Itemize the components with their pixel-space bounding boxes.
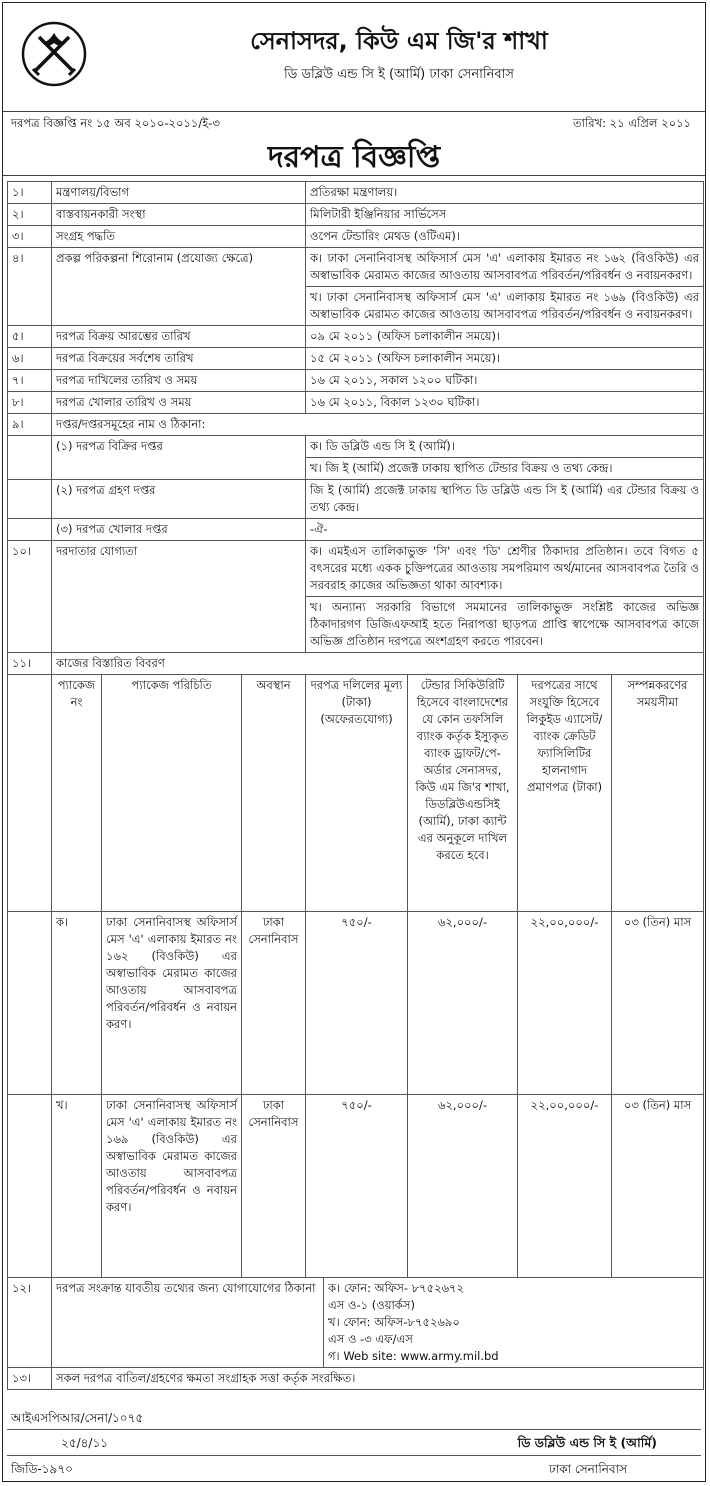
project-title-a: ক। ঢাকা সেনানিবাসস্থ অফিসার্স মেস 'এ' এলাকায় ইমারত নং ১৬২ (বিওকিউ) এর অস্বাভাবিক মেরামত কাজের আওতায় আসবাবপত্র পরিবর্তন/পরিবর্ধন ও নবায়নকরণ।: [306, 248, 704, 287]
row-number: ৭।: [8, 370, 52, 392]
table-row: [8, 541, 704, 597]
row-label: প্রকল্প পরিকল্পনা শিরোনাম (প্রযোজ্য ক্ষেত্রে): [52, 248, 306, 326]
package-liquid-asset: ২২,০০,০০০/-: [518, 1095, 612, 1278]
row-label: কাজের বিস্তারিত বিবরণ: [52, 653, 704, 675]
issue-date: ২৫/৪/১১: [61, 1436, 109, 1450]
package-duration: ০৩ (তিন) মাস: [612, 912, 704, 1095]
package-row: [8, 1095, 704, 1278]
notice-date: তারিখ: ২১ এপ্রিল ২০১১: [573, 116, 691, 130]
signatory-office: ডি ডব্লিউ এন্ড সি ই (আর্মি): [517, 1435, 657, 1450]
package-liquid-asset: ২২,০০,০০০/-: [518, 912, 612, 1095]
contact-details: [324, 1278, 704, 1368]
column-header: দরপত্রের সাথে সংযুক্তি হিসেবে লিকুইড এ্যাসেট/ব্যাংক ক্রেডিট ফ্যাসিলিটির হালনাগাদ প্রমাণপত্র (টাকা): [518, 675, 612, 912]
row-number: ৬।: [8, 348, 52, 370]
tender-table: [7, 181, 704, 1390]
table-row: [8, 392, 704, 414]
table-row: [8, 248, 704, 287]
package-duration: ০৩ (তিন) মাস: [612, 1095, 704, 1278]
contact-designation-a: এস ও-১ (ওয়ার্কস): [328, 1298, 415, 1312]
table-row: [8, 1278, 704, 1368]
package-location: ঢাকা সেনানিবাস: [242, 912, 306, 1095]
row-number: ৩।: [8, 226, 52, 248]
contact-designation-b: এস ও -৩ এফ/এস: [328, 1332, 413, 1346]
row-label: দরদাতার যোগ্যতা: [52, 541, 306, 653]
open-office-value: -ঐ-: [306, 519, 704, 541]
package-doc-price: ৭৫০/-: [306, 912, 408, 1095]
sale-office-label: (১) দরপত্র বিক্রির দপ্তর: [52, 436, 306, 480]
table-row: [8, 326, 704, 348]
row-number: ১৩।: [8, 1368, 52, 1390]
row-label: দপ্তর/দপ্তরসমূহের নাম ও ঠিকানা:: [52, 414, 704, 436]
signatory-place: ঢাকা সেনানিবাস: [548, 1462, 627, 1476]
row-number: ৯।: [8, 414, 52, 436]
table-row: [8, 370, 704, 392]
column-header: টেন্ডার সিকিউরিটি হিসেবে বাংলাদেশের যে কোন তফসিলি ব্যাংক কর্তৃক ইস্যুকৃত ব্যাংক ড্রাফট/পে-অর্ডার সেনাসদর, কিউ এম জি'র শাখা, ডিডব্লিউএন্ডসিই (আর্মি), ঢাকা ক্যান্ট এর অনুকূলে দাখিল করতে হবে।: [408, 675, 518, 912]
package-header-row: [8, 675, 704, 912]
row-value: প্রতিরক্ষা মন্ত্রণালয়।: [306, 182, 704, 204]
table-row: [8, 653, 704, 675]
row-value: ০৯ মে ২০১১ (অফিস চলাকালীন সময়ে)।: [306, 326, 704, 348]
package-row: [8, 912, 704, 1095]
package-number: খ।: [52, 1095, 102, 1278]
package-doc-price: ৭৫০/-: [306, 1095, 408, 1278]
column-header: প্যাকেজ নং: [52, 675, 102, 912]
row-number: ১০।: [8, 541, 52, 653]
column-header: দরপত্র দলিলের মূল্য (টাকা) (অফেরতযোগ্য): [306, 675, 408, 912]
office-title: সেনাসদর, কিউ এম জি'র শাখা: [250, 27, 548, 55]
table-row: [8, 519, 704, 541]
row-number: ২।: [8, 204, 52, 226]
sale-office-b: খ। জি ই (আর্মি) প্রজেক্ট ঢাকায় স্থাপিত টেন্ডার বিক্রয় ও তথ্য কেন্দ্র।: [306, 458, 704, 480]
row-value: ওপেন টেন্ডারিং মেথড (ওটিএম)।: [306, 226, 704, 248]
package-location: ঢাকা সেনানিবাস: [242, 1095, 306, 1278]
receive-office-label: (২) দরপত্র গ্রহণ দপ্তর: [52, 480, 306, 519]
column-header: সম্পন্নকরণের সময়সীমা: [612, 675, 704, 912]
letterhead: [3, 3, 705, 112]
package-number: ক।: [52, 912, 102, 1095]
package-description: ঢাকা সেনানিবাসস্থ অফিসার্স মেস 'এ' এলাকায় ইমারত নং ১৬২ (বিওকিউ) এর অস্বাভাবিক মেরামত কাজের আওতায় আসবাবপত্র পরিবর্তন/পরিবর্ধন ও নবায়ন করণ।: [102, 912, 242, 1095]
table-row: [8, 182, 704, 204]
table-row: [8, 348, 704, 370]
row-value: মিলিটারী ইঞ্জিনিয়ার সার্ভিসেস: [306, 204, 704, 226]
table-row: [8, 204, 704, 226]
office-subtitle: ডি ডব্লিউ এন্ড সি ই (আর্মি) ঢাকা সেনানিবাস: [284, 67, 514, 82]
divider: [3, 175, 705, 176]
row-number: ৫।: [8, 326, 52, 348]
open-office-label: (৩) দরপত্র খোলার দপ্তর: [52, 519, 306, 541]
column-header: প্যাকেজ পরিচিতি: [102, 675, 242, 912]
contact-phone-a: ক। ফোন: অফিস- ৮৭৫২৬৭২: [328, 1281, 464, 1295]
row-label: দরপত্র খোলার তারিখ ও সময়: [52, 392, 306, 414]
row-label: দরপত্র দাখিলের তারিখ ও সময়: [52, 370, 306, 392]
notice-frame: [2, 2, 706, 1482]
gd-code: জিডি-১৯৭০: [11, 1462, 73, 1476]
table-row: [8, 226, 704, 248]
row-value: ১৬ মে ২০১১, বিকাল ১২৩০ ঘটিকা।: [306, 392, 704, 414]
notice-title: দরপত্র বিজ্ঞপ্তি: [267, 140, 441, 175]
row-label: দরপত্র বিক্রয়ের সর্বশেষ তারিখ: [52, 348, 306, 370]
row-number: ৮।: [8, 392, 52, 414]
table-row: [8, 480, 704, 519]
package-security: ৬২,০০০/-: [408, 912, 518, 1095]
eligibility-a: ক। এমইএস তালিকাভুক্ত 'সি' এবং 'ডি' শ্রেণীর ঠিকাদার প্রতিষ্ঠান। তবে বিগত ৫ বৎসরের মধ্যে একক চুক্তিপত্রের আওতায় সমপরিমাণ অর্থ/মানের আসবাবপত্র তৈরি ও সরবরাহ কাজের অভিজ্ঞতা থাকা আবশ্যক।: [306, 541, 704, 597]
divider: [7, 1455, 701, 1456]
row-number: ১১।: [8, 653, 52, 675]
contact-phone-b: খ। ফোন: অফিস-৮৭৫২৬৯০: [328, 1315, 460, 1329]
project-title-b: খ। ঢাকা সেনানিবাসস্থ অফিসার্স মেস 'এ' এলাকায় ইমারত নং ১৬৯ (বিওকিউ) এর অস্বাভাবিক মেরামত কাজের আওতায় আসবাবপত্র পরিবর্তন/পরিবর্ধন ও নবায়নকরণ।: [306, 287, 704, 326]
row-number: ৪।: [8, 248, 52, 326]
ispr-reference: আইএসপিআর/সেনা/১০৭৫: [11, 1411, 144, 1425]
row-value: ১৫ মে ২০১১ (অফিস চলাকালীন সময়ে)।: [306, 348, 704, 370]
divider: [7, 1429, 701, 1430]
column-header: অবস্থান: [242, 675, 306, 912]
row-label: বাস্তবায়নকারী সংস্থা: [52, 204, 306, 226]
rights-reserved-text: সকল দরপত্র বাতিল/গ্রহণের ক্ষমতা সংগ্রাহক সত্তা কর্তৃক সংরক্ষিত।: [52, 1368, 704, 1390]
contact-website: গ। Web site: www.army.mil.bd: [328, 1349, 499, 1363]
sale-office-a: ক। ডি ডব্লিউ এন্ড সি ই (আর্মি)।: [306, 436, 704, 458]
notice-reference: দরপত্র বিজ্ঞপ্তি নং ১৫ অব ২০১০-২০১১/ই-৩: [11, 116, 220, 130]
row-label: দরপত্র বিক্রয় আরম্ভের তারিখ: [52, 326, 306, 348]
row-number: ১২।: [8, 1278, 52, 1368]
receive-office-value: জি ই (আর্মি) প্রজেক্ট ঢাকায় স্থাপিত ডি ডব্লিউ এন্ড সি ই (আর্মি) এর টেন্ডার বিক্রয় ও তথ্য কেন্দ্র।: [306, 480, 704, 519]
eligibility-b: খ। অন্যান্য সরকারি বিভাগে সমমানের তালিকাভুক্ত সংশ্লিষ্ট কাজের অভিজ্ঞ ঠিকাদারগণ ডিজিএফআই হতে নিরাপত্তা ছাড়পত্র প্রাপ্তি স্বাপেক্ষে আসবাবপত্র কাজে অভিজ্ঞ প্রতিষ্ঠান দরপত্রে অংশগ্রহণ করতে পারবেন।: [306, 597, 704, 653]
package-security: ৬২,০০০/-: [408, 1095, 518, 1278]
table-row: [8, 436, 704, 458]
table-row: [8, 1368, 704, 1390]
row-label: দরপত্র সংক্রান্ত যাবতীয় তথ্যের জন্য যোগাযোগের ঠিকানা: [52, 1278, 324, 1368]
row-label: মন্ত্রণালয়/বিভাগ: [52, 182, 306, 204]
package-description: ঢাকা সেনানিবাসস্থ অফিসার্স মেস 'এ' এলাকায় ইমারত নং ১৬৯ (বিওকিউ) এর অস্বাভাবিক মেরামত কাজের আওতায় আসবাবপত্র পরিবর্তন/পরিবর্ধন ও নবায়ন করণ।: [102, 1095, 242, 1278]
row-value: ১৬ মে ২০১১, সকাল ১২০০ ঘটিকা।: [306, 370, 704, 392]
row-label: সংগ্রহ পদ্ধতি: [52, 226, 306, 248]
table-row: [8, 414, 704, 436]
row-number: ১।: [8, 182, 52, 204]
